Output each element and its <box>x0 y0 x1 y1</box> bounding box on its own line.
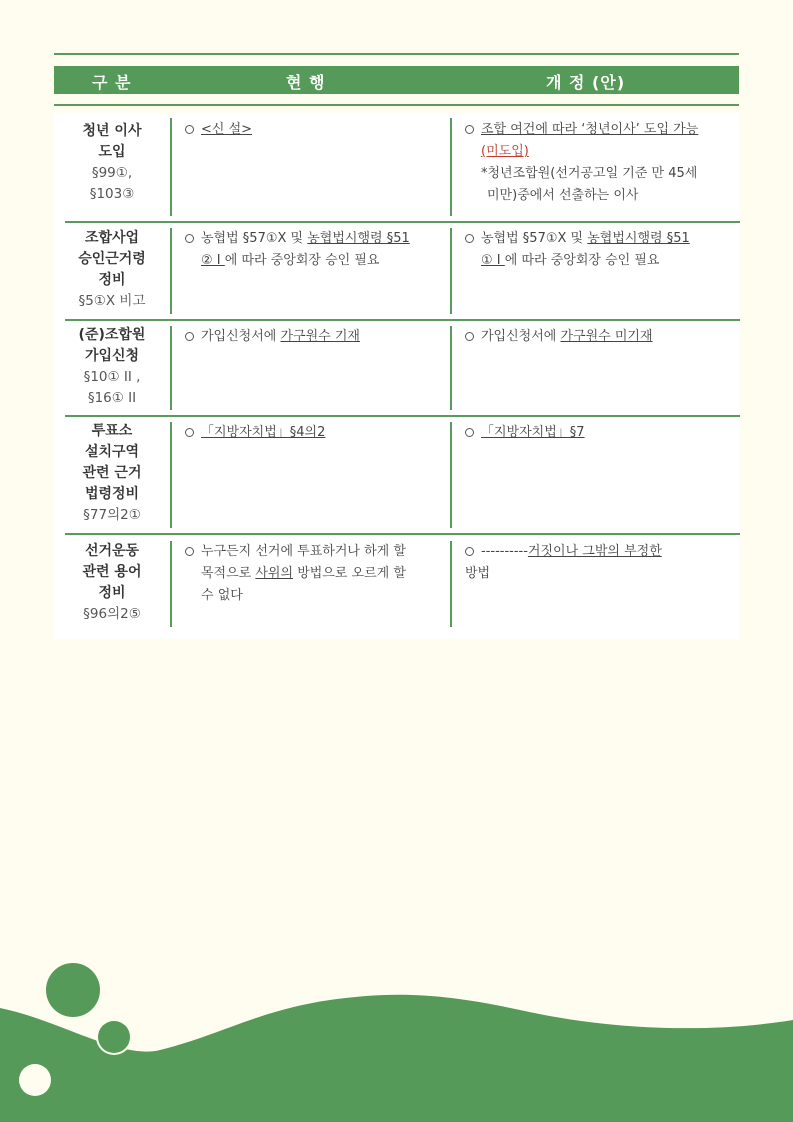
bullet-icon <box>185 428 194 437</box>
comparison-table <box>54 113 739 639</box>
bullet-icon <box>465 125 474 134</box>
current-cell: 가입신청서에 가구원수 기재 <box>185 326 456 348</box>
bullet-icon <box>465 428 474 437</box>
header-category: 구 분 <box>92 73 132 92</box>
table-row <box>54 113 739 221</box>
table-row <box>54 321 739 415</box>
decorative-circle-medium <box>98 1021 130 1053</box>
decorative-circle-white <box>19 1064 51 1096</box>
row-category: 청년 이사 도입 §99①, §103③ <box>82 123 142 202</box>
table-row <box>54 417 739 533</box>
header-revised: 개 정 (안) <box>546 73 626 92</box>
decorative-circle-large <box>46 963 100 1017</box>
header-bottom-rule <box>54 104 739 106</box>
current-cell: 농협법 §57①X 및 농협법시행령 §51 ② I 에 따라 중앙회장 승인 필요 <box>185 228 456 272</box>
bullet-icon <box>185 547 194 556</box>
current-cell: 「지방자치법」§4의2 <box>185 422 456 444</box>
bullet-icon <box>185 125 194 134</box>
revised-cell: 「지방자치법」§7 <box>465 422 746 444</box>
row-category: 조합사업 승인근거령 정비 §5①X 비고 <box>78 230 146 309</box>
revised-cell: 가입신청서에 가구원수 미기재 <box>465 326 746 348</box>
revised-cell: ----------거짓이나 그밖의 부정한 방법 <box>465 544 662 581</box>
top-rule <box>54 53 739 55</box>
revised-cell: 조합 여건에 따라 ‘청년이사’ 도입 가능 (미도입) *청년조합원(선거공고일 기준 만 45세 미만)중에서 선출하는 이사 <box>465 119 746 207</box>
current-cell: <신 설> <box>185 119 456 141</box>
bullet-icon <box>465 332 474 341</box>
row-category: 투표소 설치구역 관련 근거 법령정비 §77의2① <box>82 423 142 523</box>
revised-cell: 농협법 §57①X 및 농협법시행령 §51 ① I 에 따라 중앙회장 승인 필요 <box>465 228 746 272</box>
row-category: 선거운동 관련 용어 정비 §96의2⑤ <box>82 543 142 622</box>
table-row <box>54 223 739 319</box>
current-cell: 누구든지 선거에 투표하거나 하게 할 목적으로 사위의 방법으로 오르게 할 수 없다 <box>185 541 456 607</box>
decorative-wave <box>0 990 793 1122</box>
bullet-icon <box>465 234 474 243</box>
bullet-icon <box>185 332 194 341</box>
table-row <box>54 535 739 639</box>
table-header <box>54 66 739 94</box>
header-current: 현 행 <box>286 73 326 92</box>
bullet-icon <box>465 547 474 556</box>
bullet-icon <box>185 234 194 243</box>
row-category: (준)조합원 가입신청 §10① II , §16① II <box>78 327 146 406</box>
